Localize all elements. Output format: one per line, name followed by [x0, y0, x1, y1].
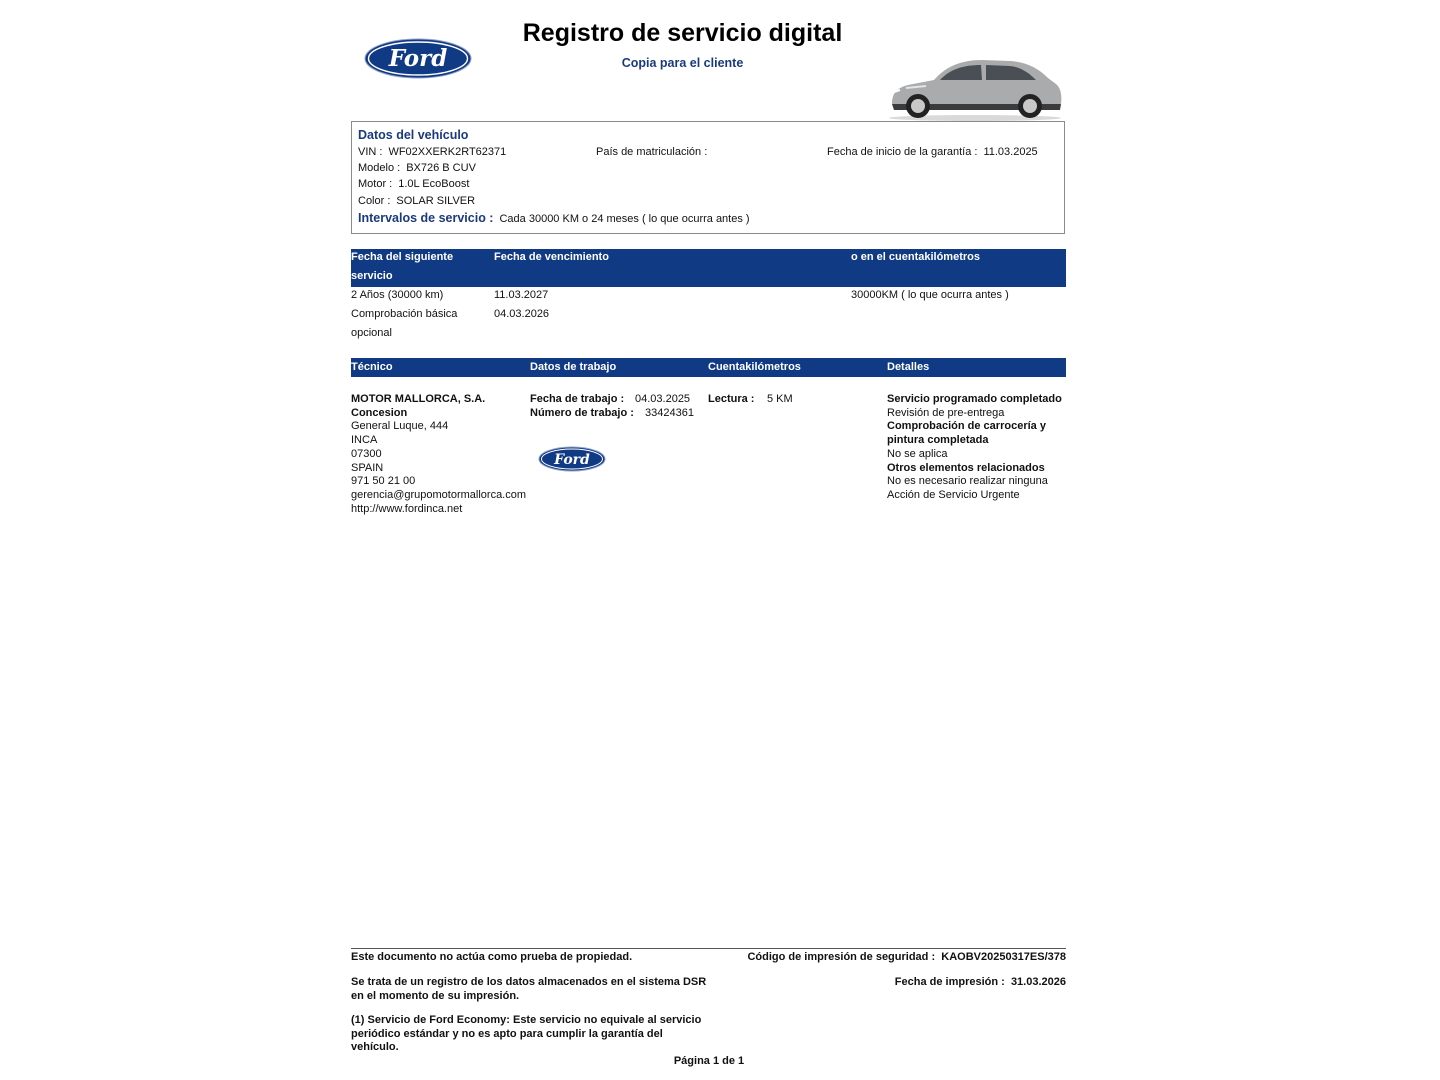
job-number-label: Número de trabajo :	[530, 407, 634, 419]
print-date-label: Fecha de impresión :	[894, 976, 1005, 988]
col-header-next-service: Fecha del siguiente servicio	[351, 251, 454, 282]
detail-3-title: Otros elementos relacionados	[887, 461, 1045, 474]
detail-2-title-b: pintura completada	[887, 434, 989, 447]
detail-3-text-b: Acción de Servicio Urgente	[887, 488, 1020, 501]
dealer-phone: 971 50 21 00	[351, 475, 416, 488]
model-row	[358, 162, 476, 174]
col-header-work-data: Datos de trabajo	[530, 361, 617, 373]
col-header-due-date: Fecha de vencimiento	[494, 251, 609, 263]
detail-1-title: Servicio programado completado	[887, 393, 1062, 405]
vehicle-data-heading: Datos del vehículo	[358, 128, 469, 142]
vin-value: WF02XXERK2RT62371	[388, 146, 507, 158]
dealer-type: Concesion	[351, 406, 408, 419]
dealer-email: gerencia@grupomotormallorca.com	[351, 488, 527, 501]
next-service-row-2-due: 04.03.2026	[494, 308, 550, 320]
reading-label: Lectura :	[708, 393, 755, 405]
dealer-info	[351, 393, 526, 516]
page-subtitle: Copia para el cliente	[621, 56, 744, 70]
model-value: BX726 B CUV	[406, 162, 476, 174]
dealer-name: MOTOR MALLORCA, S.A.	[351, 393, 486, 405]
detail-2-text: No se aplica	[887, 447, 948, 460]
next-service-row-1-odometer: 30000KM ( lo que ocurra antes )	[851, 289, 1009, 301]
dealer-city: INCA	[351, 434, 378, 447]
next-service-row-1-due: 11.03.2027	[494, 289, 549, 301]
engine-value: 1.0L EcoBoost	[398, 178, 470, 190]
col-header-odometer: o en el cuentakilómetros	[851, 251, 980, 263]
detail-2-title-a: Comprobación de carrocería y	[887, 420, 1046, 433]
car-image	[886, 52, 1064, 122]
ownership-note: Este documento no actúa como prueba de propiedad.	[351, 951, 633, 963]
col-header-mileage: Cuentakilómetros	[708, 361, 801, 373]
color-value: SOLAR SILVER	[396, 195, 476, 207]
col-header-technician: Técnico	[351, 361, 393, 373]
interval-value: Cada 30000 KM o 24 meses ( lo que ocurra antes )	[499, 213, 750, 225]
col-header-details: Detalles	[887, 361, 930, 373]
interval-label: Intervalos de servicio :	[358, 211, 494, 225]
reading-value: 5 KM	[767, 393, 793, 405]
ford-logo-small	[538, 446, 606, 472]
svg-text:Ford: Ford	[388, 45, 448, 72]
engine-row	[358, 178, 469, 190]
color-row	[358, 195, 475, 207]
warranty-row	[827, 146, 1038, 158]
dealer-street: General Luque, 444	[351, 420, 449, 433]
detail-3-text-a: No es necesario realizar ninguna	[887, 475, 1048, 488]
interval-row	[358, 211, 750, 225]
print-date-value: 31.03.2026	[1010, 976, 1066, 988]
warranty-label: Fecha de inicio de la garantía :	[827, 146, 978, 158]
model-label: Modelo :	[358, 162, 401, 174]
engine-label: Motor :	[358, 178, 393, 190]
dealer-country: SPAIN	[351, 461, 384, 474]
footer-divider	[351, 948, 1066, 949]
dealer-website: http://www.fordinca.net	[351, 502, 463, 515]
security-code	[747, 951, 1066, 965]
color-label: Color :	[358, 195, 391, 207]
economy-note: (1) Servicio de Ford Economy: Este servicio no equivale al servicio periódico estándar y no es apto para cumplir la garantía del vehículo.	[351, 1014, 702, 1053]
detail-1-text: Revisión de pre-entrega	[887, 406, 1005, 419]
security-code-label: Código de impresión de seguridad :	[747, 951, 936, 963]
security-code-value: KAOBV20250317ES/378	[941, 951, 1066, 963]
country-label: País de matriculación :	[596, 146, 708, 158]
next-service-row-2-service: Comprobación básica opcional	[351, 308, 458, 339]
vin-label: VIN :	[358, 146, 383, 158]
svg-text:Ford: Ford	[554, 452, 590, 468]
print-date	[895, 976, 1066, 990]
warranty-value: 11.03.2025	[983, 146, 1038, 158]
dealer-zip: 07300	[351, 447, 382, 460]
job-date-label: Fecha de trabajo :	[530, 393, 625, 405]
country-row	[596, 146, 713, 158]
page-title: Registro de servicio digital	[522, 19, 843, 47]
dsr-note: Se trata de un registro de los datos almacenados en el sistema DSR en el momento de su impresión.	[351, 976, 707, 1002]
job-date-value: 04.03.2025	[635, 393, 691, 405]
next-service-row-1-service: 2 Años (30000 km)	[351, 289, 444, 301]
service-details	[887, 393, 1062, 503]
vin-row	[358, 146, 506, 158]
page-number: Página 1 de 1	[673, 1055, 745, 1067]
job-number-value: 33424361	[645, 407, 694, 419]
